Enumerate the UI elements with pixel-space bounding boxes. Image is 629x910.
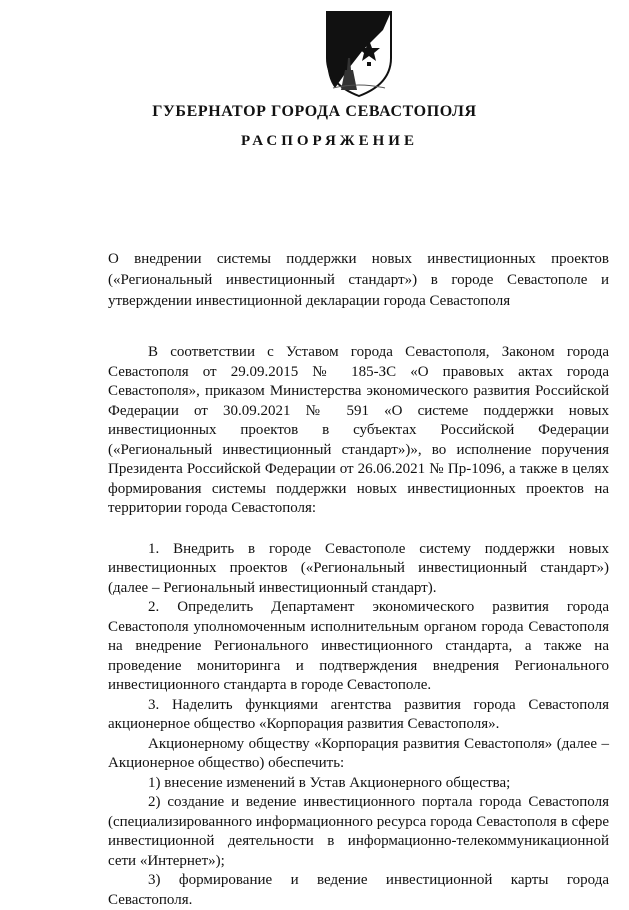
subitem-2: 2) создание и ведение инвестиционного портала города Севастополя (специализированного информационного ресурса города Севастополя в сфере инвестиционной деятельности в информационно-телекоммуникационной сети «Интернет»); [108,794,609,869]
decree-subject: О внедрении системы поддержки новых инвестиционных проектов («Региональный инвестиционный стандарт») в городе Севастополе и утверждении инвестиционной декларации города Севастополя [108,251,609,309]
decree-body [108,343,609,910]
preamble: В соответствии с Уставом города Севастополя, Законом города Севастополя от 29.09.2015 № 185-ЗС «О правовых актах города Севастополя», приказом Министерства экономического развития Российской Федерации от 30.09.2021 № 591 «О системе поддержки новых инвестиционных проектов в субъектах Российской Федерации («Региональный инвестиционный стандарт»)», во исполнение поручения Президента Российской Федерации от 26.06.2021 № Пр-1096, а также в целях формирования системы поддержки новых инвестиционных проектов на территории города Севастополя: [108,344,609,516]
item-3: 3. Наделить функциями агентства развития города Севастополя акционерное общество «Корпорация развития Севастополя». [108,696,609,732]
item-2: 2. Определить Департамент экономического развития города Севастополя уполномоченным исполнительным органом города Севастополя на внедрение Регионального инвестиционного стандарта, а также на проведение мониторинга и подтверждения внедрения Регионального инвестиционного стандарта в городе Севастополе. [108,599,609,693]
subitem-3: 3) формирование и ведение инвестиционной карты города Севастополя. [108,872,609,908]
issuer-title: ГУБЕРНАТОР ГОРОДА СЕВАСТОПОЛЯ [152,103,477,120]
item-1: 1. Внедрить в городе Севастополе систему поддержки новых инвестиционных проектов («Региональный инвестиционный стандарт») (далее – Региональный инвестиционный стандарт). [108,540,609,596]
subitem-1: 1) внесение изменений в Устав Акционерного общества; [148,774,511,791]
document-type: РАСПОРЯЖЕНИЕ [241,133,418,149]
sevastopol-coat-of-arms-icon [323,10,395,98]
item-3-obligation: Акционерному обществу «Корпорация развития Севастополя» (далее – Акционерное общество) обеспечить: [108,735,609,771]
